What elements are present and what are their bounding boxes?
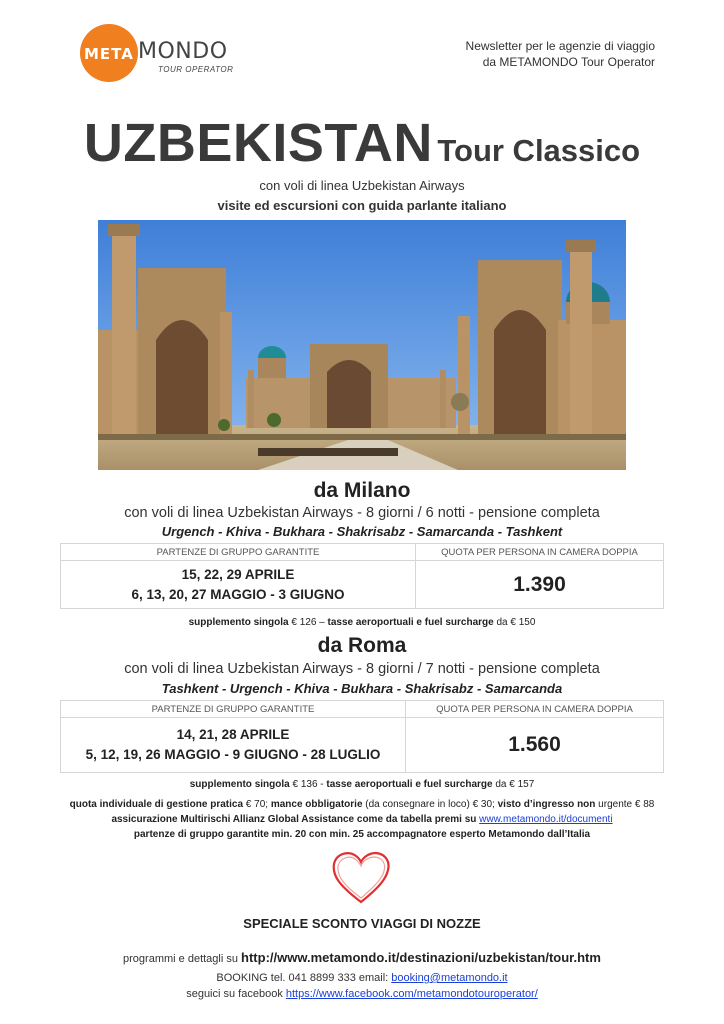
milano-dates-line-1: 15, 22, 29 APRILE bbox=[181, 566, 295, 582]
roma-dates-cell bbox=[61, 718, 406, 773]
heart-icon bbox=[330, 848, 392, 906]
milano-suppl-value-2: da € 150 bbox=[493, 617, 536, 628]
notes-partenze-text: partenze di gruppo garantite min. 20 con min. 25 accompagnatore esperto Metamondo dall’Italia bbox=[133, 829, 591, 840]
roma-supplement bbox=[0, 779, 724, 790]
programmi-url[interactable]: http://www.metamondo.it/destinazioni/uzbekistan/tour.htm bbox=[241, 950, 601, 965]
notes-gestione-label: quota individuale di gestione pratica bbox=[69, 799, 244, 810]
roma-route: Tashkent - Urgench - Khiva - Bukhara - Shakrisabz - Samarcanda bbox=[161, 681, 563, 696]
notes-visto-label: visto d’ingresso non bbox=[497, 799, 596, 810]
subtitle-airline: con voli di linea Uzbekistan Airways bbox=[259, 178, 465, 193]
notes-gestione-value: € 70; bbox=[243, 799, 271, 810]
milano-col2-header: QUOTA PER PERSONA IN CAMERA DOPPIA bbox=[416, 544, 664, 561]
metamondo-logo bbox=[80, 24, 240, 84]
booking-email-link[interactable]: booking@metamondo.it bbox=[391, 972, 508, 984]
logo-tour-operator-text: TOUR OPERATOR bbox=[158, 65, 234, 74]
roma-suppl-value-1: € 136 - bbox=[289, 779, 327, 790]
milano-dates-line-2: 6, 13, 20, 27 MAGGIO - 3 GIUGNO bbox=[131, 586, 345, 602]
notes-line-1 bbox=[0, 797, 724, 812]
logo-mondo-text: MONDO bbox=[138, 39, 228, 64]
roma-col2-header: QUOTA PER PERSONA IN CAMERA DOPPIA bbox=[406, 701, 664, 718]
milano-departures-table bbox=[60, 543, 664, 609]
booking-label: BOOKING tel. 041 8899 333 email: bbox=[216, 972, 392, 984]
milano-dates-cell bbox=[61, 561, 416, 609]
roma-info: con voli di linea Uzbekistan Airways - 8 giorni / 7 notti - pensione completa bbox=[124, 661, 600, 677]
title-main: UZBEKISTAN bbox=[83, 113, 433, 173]
subtitle-guide: visite ed escursioni con guida parlante italiano bbox=[217, 198, 507, 213]
programmi-label: programmi e dettagli su bbox=[123, 953, 242, 965]
logo-meta-text: META bbox=[84, 45, 134, 63]
milano-route: Urgench - Khiva - Bukhara - Shakrisabz - Samarcanda - Tashkent bbox=[161, 524, 563, 539]
roma-suppl-label-1: supplemento singola bbox=[189, 779, 290, 790]
notes-line-2 bbox=[0, 812, 724, 827]
milano-col1-header: PARTENZE DI GRUPPO GARANTITE bbox=[61, 544, 416, 561]
milano-suppl-label-1: supplemento singola bbox=[188, 617, 289, 628]
roma-suppl-label-2: tasse aeroportuali e fuel surcharge bbox=[326, 779, 493, 790]
page-title bbox=[0, 112, 724, 174]
notes-mance-label: mance obbligatorie bbox=[270, 799, 363, 810]
newsletter-header bbox=[466, 38, 655, 70]
title-secondary: Tour Classico bbox=[437, 133, 641, 168]
programmi-line bbox=[0, 950, 724, 965]
facebook-line bbox=[0, 988, 724, 1000]
facebook-link[interactable]: https://www.facebook.com/metamondotouroperator/ bbox=[285, 988, 538, 1000]
notes-visto-value: urgente € 88 bbox=[595, 799, 655, 810]
roma-dates-line-2: 5, 12, 19, 26 MAGGIO - 9 GIUGNO - 28 LUGLIO bbox=[85, 747, 381, 762]
roma-departures-table bbox=[60, 700, 664, 773]
milano-suppl-label-2: tasse aeroportuali e fuel surcharge bbox=[327, 617, 494, 628]
roma-col1-header: PARTENZE DI GRUPPO GARANTITE bbox=[61, 701, 406, 718]
notes-assicurazione-text: assicurazione Multirischi Allianz Global Assistance come da tabella premi su bbox=[111, 814, 480, 825]
milano-price: 1.390 bbox=[416, 561, 664, 609]
newsletter-line-1: Newsletter per le agenzie di viaggio bbox=[465, 39, 655, 53]
notes-mance-value: (da consegnare in loco) € 30; bbox=[362, 799, 498, 810]
roma-dates-line-1: 14, 21, 28 APRILE bbox=[176, 727, 290, 742]
roma-price: 1.560 bbox=[406, 718, 664, 773]
facebook-label: seguici su facebook bbox=[186, 988, 286, 1000]
notes-block bbox=[0, 797, 724, 842]
newsletter-line-2: da METAMONDO Tour Operator bbox=[482, 55, 655, 69]
roma-heading: da Roma bbox=[317, 634, 407, 657]
milano-heading: da Milano bbox=[313, 479, 411, 502]
milano-suppl-value-1: € 126 – bbox=[288, 617, 328, 628]
milano-info: con voli di linea Uzbekistan Airways - 8 giorni / 6 notti - pensione completa bbox=[124, 505, 600, 521]
booking-line bbox=[0, 972, 724, 984]
roma-suppl-value-2: da € 157 bbox=[492, 779, 535, 790]
registan-photo bbox=[98, 220, 626, 470]
documenti-link[interactable]: www.metamondo.it/documenti bbox=[479, 814, 613, 825]
notes-line-3 bbox=[0, 827, 724, 842]
milano-supplement bbox=[0, 617, 724, 628]
sconto-nozze-title: SPECIALE SCONTO VIAGGI DI NOZZE bbox=[243, 916, 481, 931]
